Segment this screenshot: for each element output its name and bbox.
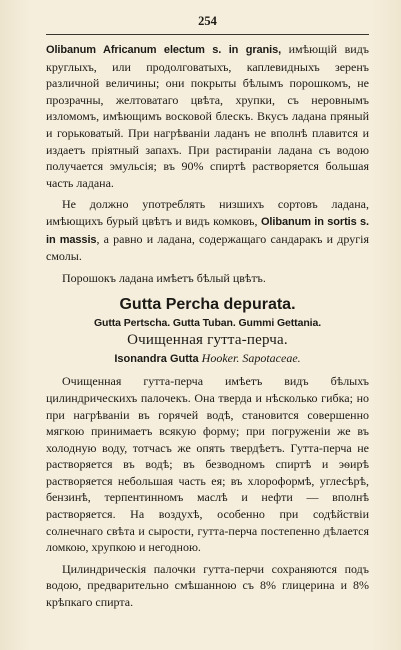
botanical-author-family: Hooker. Sapotaceae. xyxy=(201,351,301,366)
paragraph-powder: Порошокъ ладана имѣетъ бѣлый цвѣтъ. xyxy=(62,270,266,285)
botanical-genus: Isonandra Gutta xyxy=(114,353,199,366)
paragraph-olibanum-description xyxy=(46,41,369,191)
latin-term: Olibanum Africanum electum s. in granis, xyxy=(46,44,282,56)
paragraph-text: имѣющій видъ круглыхъ, или продолговатыхъ, каплевидныхъ зеренъ различной величины; они покрыты бѣлымъ порошкомъ, не прозрачны, желтоватаго цвѣта, хрупки, съ неровнымъ изломомъ, имѣющимъ восковой блескъ. Вкусъ ладана пряный и горьковатый. При нагрѣваніи ладанъ не вполнѣ плавится и издаетъ пріятный запахъ. При растираніи ладана съ водою получается эмульсія; въ 90% спиртѣ растворяется большая часть ладана. xyxy=(46,42,370,190)
section-russian-title: Очищенная гутта-перча. xyxy=(127,332,288,349)
section-title: Gutta Percha depurata. xyxy=(119,296,296,314)
paragraph-storage: Цилиндрическія палочки гутта-перчи сохраняются подъ водою, предварительно смѣшанною съ 8% глицерина и 8% крѣпкаго спирта. xyxy=(46,561,369,610)
paragraph-lower-grades xyxy=(46,196,369,264)
botanical-source xyxy=(46,349,369,368)
section-synonyms: Gutta Pertscha. Gutta Tuban. Gummi Gettania. xyxy=(93,317,322,330)
paragraph-text: Не должно употреблять низшихъ сортовъ ладана, имѣющихъ бурый цвѣтъ и видъ комковъ, xyxy=(46,197,369,228)
latin-term: Olibanum in sortis s. in massis xyxy=(46,215,369,246)
paragraph-gutta-percha-description: Очищенная гутта-перча имѣетъ видъ бѣлыхъ цилиндрическихъ палочекъ. Она тверда и нѣсколько гибка; но при нагрѣваніи въ горячей водѣ, становится совершенно мягкою принимаетъ всякую форму; при погруженіи же въ холодную воду, тотчасъ же опять твердѣетъ. Гутта-перча не растворяется въ водѣ; въ безводномъ спиртѣ и эѳирѣ растворяется небольшая часть ея; въ хлороформѣ, углесѣрѣ, бензинѣ, терпентинномъ маслѣ и нефти — вполнѣ растворяется. На воздухѣ, особенно при содѣйствіи солнечнаго свѣта и сырости, гутта-перча постепенно дѣлается ломкою, хрупкою и негодною. xyxy=(46,374,369,555)
page-number: 254 xyxy=(198,14,217,28)
header-rule xyxy=(46,34,369,35)
paragraph-text: , а равно и ладана, содержащаго сандаракъ и другія смолы. xyxy=(46,231,369,264)
